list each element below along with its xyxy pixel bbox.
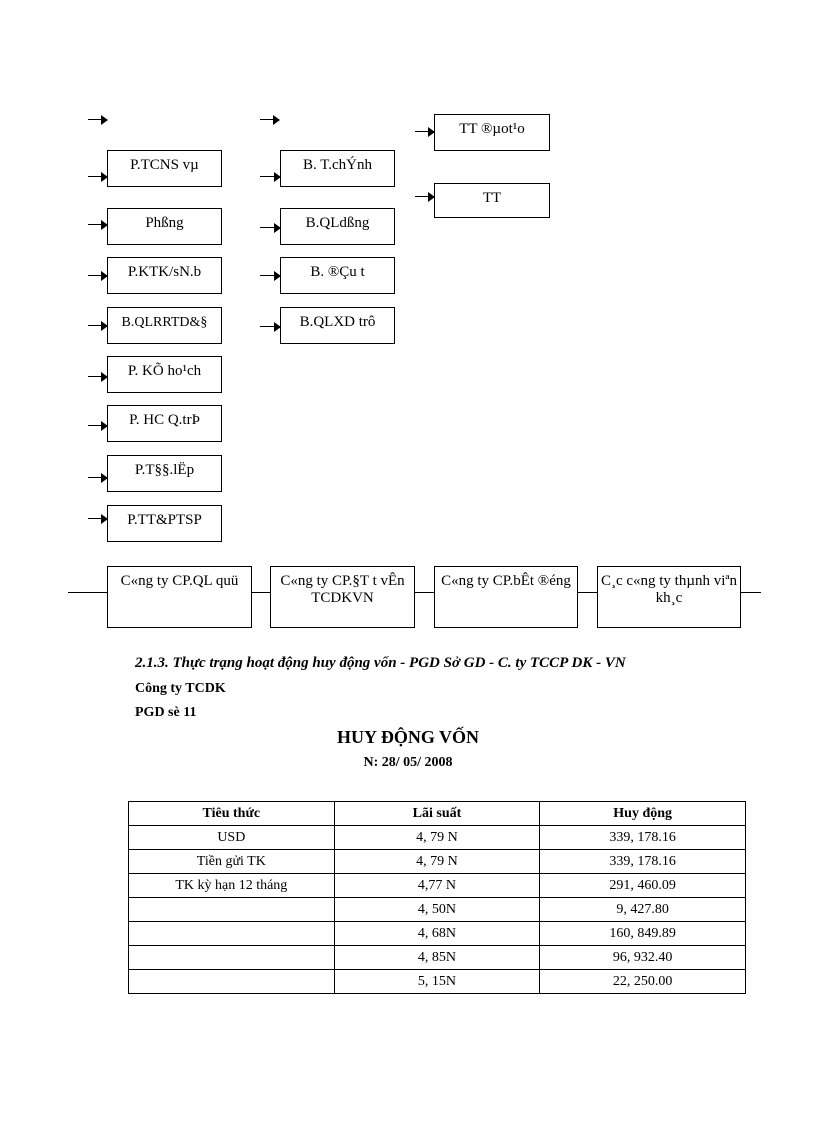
org-box-col1-4: B.QLRRTD&§ [107,307,222,344]
arrow-col3-2 [415,192,435,202]
company-box-3: C«ng ty CP.bÊt ®éng [434,566,578,628]
arrow-col1-4 [88,321,108,331]
company-box-4: C¸c c«ng ty thµnh viªn kh¸c [597,566,741,628]
report-date: N: 28/ 05/ 2008 [363,755,453,770]
org-box-col1-5: P. KÕ ho¹ch [107,356,222,393]
org-box-col1-3: P.KTK/sN.b [107,257,222,294]
company-line: Công ty TCDK [135,681,226,696]
cell-criteria: Tiền gửi TK [129,850,335,874]
table-row [129,970,746,994]
cell-amount: 339, 178.16 [540,850,746,874]
header-criteria: Tiêu thức [129,802,335,826]
companies-connector-left [68,592,108,593]
cell-amount: 22, 250.00 [540,970,746,994]
cell-rate: 4, 79 N [334,850,540,874]
cell-criteria [129,922,335,946]
cell-criteria [129,970,335,994]
cell-amount: 160, 849.89 [540,922,746,946]
header-amount: Huy động [540,802,746,826]
arrow-col2-3 [260,271,281,281]
arrow-col1-5 [88,372,108,382]
arrow-col1-6 [88,421,108,431]
org-box-col1-2: Phßng [107,208,222,245]
table-row [129,898,746,922]
arrow-col2-1 [260,172,281,182]
arrow-col2-2 [260,223,281,233]
section-heading: 2.1.3. Thực trạng hoạt động huy động vốn - PGD Sở GD - C. ty TCCP DK - VN [135,655,626,671]
org-box-col2-3: B. ®Çu t [280,257,395,294]
report-title: HUY ĐỘNG VỐN [336,727,479,747]
companies-connector-right [741,592,761,593]
office-line: PGD sè 11 [135,705,197,720]
org-box-col3-2: TT [434,183,550,218]
cell-criteria [129,946,335,970]
arrow-col3-1 [415,127,435,137]
org-box-col2-4: B.QLXD trô [280,307,395,344]
arrow-top-col1 [88,115,108,125]
header-interest-rate: Lãi suất [334,802,540,826]
arrow-col1-8 [88,514,108,524]
companies-connector-3 [578,592,597,593]
org-box-col1-7: P.T§§.lËp [107,455,222,492]
cell-amount: 339, 178.16 [540,826,746,850]
org-box-col3-1: TT ®µot¹o [434,114,550,151]
cell-rate: 4, 79 N [334,826,540,850]
org-box-col2-2: B.QLdßng [280,208,395,245]
arrow-col1-3 [88,271,108,281]
cell-criteria: TK kỳ hạn 12 tháng [129,874,335,898]
table-row [129,946,746,970]
cell-amount: 291, 460.09 [540,874,746,898]
companies-connector-2 [415,592,434,593]
cell-criteria: USD [129,826,335,850]
arrow-top-col2 [260,115,280,125]
arrow-col1-7 [88,473,108,483]
cell-criteria [129,898,335,922]
cell-rate: 4, 85N [334,946,540,970]
cell-amount: 9, 427.80 [540,898,746,922]
org-box-col2-1: B. T.chÝnh [280,150,395,187]
companies-connector-1 [252,592,270,593]
funding-table [128,801,746,994]
cell-rate: 5, 15N [334,970,540,994]
company-box-2: C«ng ty CP.§T t vÊn TCDKVN [270,566,415,628]
arrow-col1-1 [88,172,108,182]
table-row [129,922,746,946]
arrow-col1-2 [88,220,108,230]
cell-rate: 4, 68N [334,922,540,946]
arrow-col2-4 [260,322,281,332]
org-box-col1-6: P. HC Q.trÞ [107,405,222,442]
table-header-row [129,802,746,826]
table-row [129,826,746,850]
table-row [129,850,746,874]
table-row [129,874,746,898]
cell-amount: 96, 932.40 [540,946,746,970]
org-box-col1-8: P.TT&PTSP [107,505,222,542]
org-box-col1-1: P.TCNS vµ [107,150,222,187]
cell-rate: 4, 50N [334,898,540,922]
company-box-1: C«ng ty CP.QL quü [107,566,252,628]
cell-rate: 4,77 N [334,874,540,898]
